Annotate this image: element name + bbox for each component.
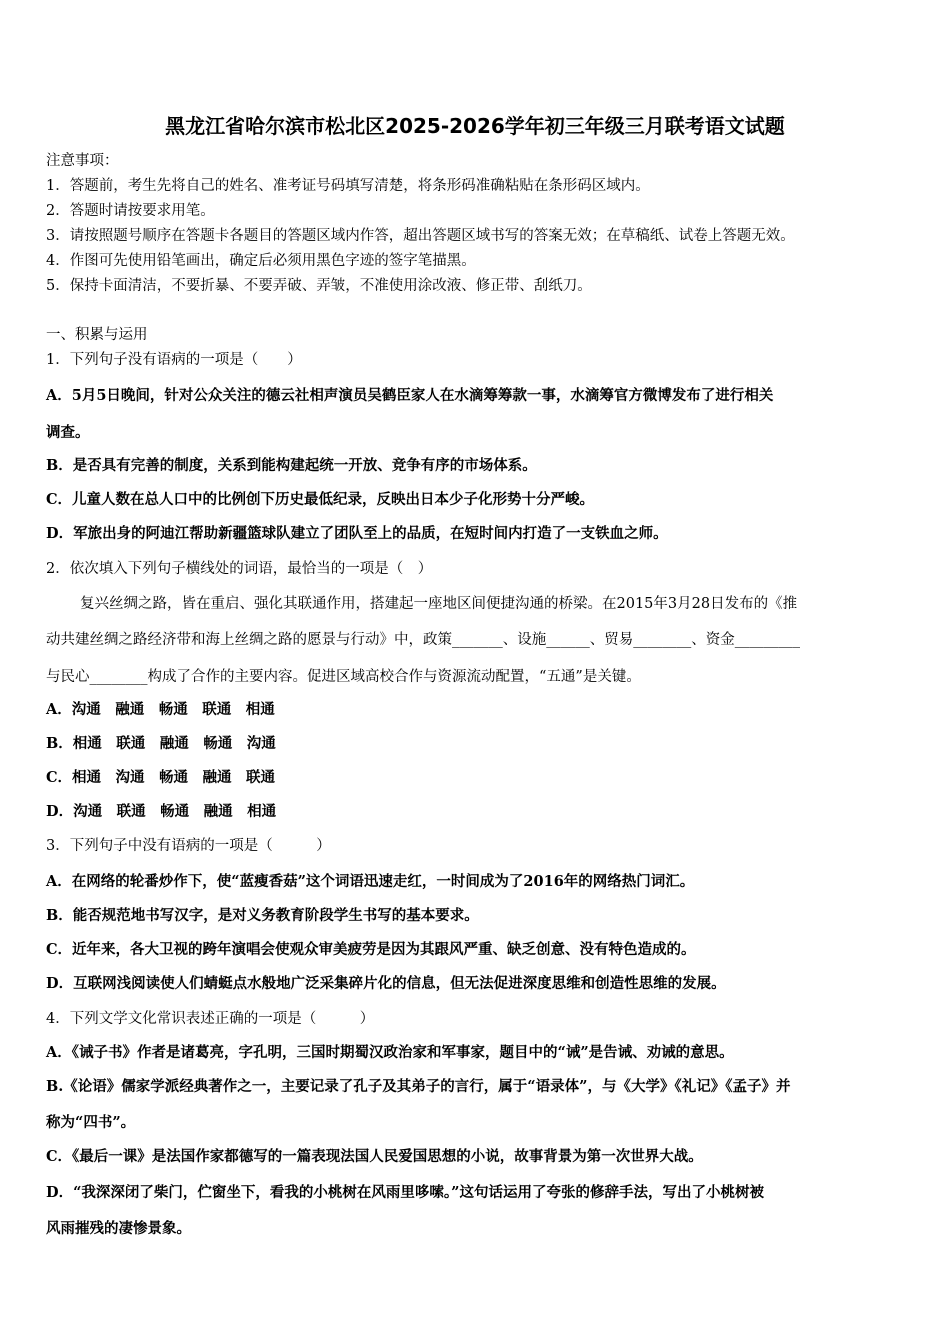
q2-option-b: B．相通 联通 融通 畅通 沟通 — [46, 735, 276, 752]
q3-option-c: C．近年来，各大卫视的跨年演唱会使观众审美疲劳是因为其跟风严重、缺乏创意、没有特色造成的。 — [46, 941, 696, 958]
q2-passage-line: 与民心________构成了合作的主要内容。促进区域高校合作与资源流动配置，“五通”是关键。 — [46, 669, 641, 685]
q1-option-a: A．5月5日晚间，针对公众关注的德云社相声演员吴鹤臣家人在水滴筹筹款一事，水滴筹官方微博发布了进行相关 — [46, 387, 774, 404]
q4-option-d-cont: 风雨摧残的凄惨景象。 — [46, 1220, 191, 1237]
notice-item: 3．请按照题号顺序在答题卡各题目的答题区域内作答，超出答题区域书写的答案无效；在草稿纸、试卷上答题无效。 — [46, 228, 795, 244]
q4-option-c: C．《最后一课》是法国作家都德写的一篇表现法国人民爱国思想的小说，故事背景为第一次世界大战。 — [46, 1148, 703, 1165]
q4-option-d: D．“我深深闭了柴门，伫窗坐下，看我的小桃树在风雨里哆嗦。”这句话运用了夸张的修辞手法，写出了小桃树被 — [46, 1184, 765, 1201]
q1-option-c: C．儿童人数在总人口中的比例创下历史最低纪录，反映出日本少子化形势十分严峻。 — [46, 491, 595, 508]
q1-option-b: B．是否具有完善的制度，关系到能构建起统一开放、竞争有序的市场体系。 — [46, 457, 537, 474]
section-heading: 一、积累与运用 — [46, 327, 148, 343]
notice-item: 2．答题时请按要求用笔。 — [46, 203, 215, 219]
q2-option-a: A．沟通 融通 畅通 联通 相通 — [46, 701, 275, 718]
notice-item: 4．作图可先使用铅笔画出，确定后必须用黑色字迹的签字笔描黑。 — [46, 253, 476, 269]
q1-option-a-cont: 调查。 — [46, 424, 90, 441]
q3-option-a: A．在网络的轮番炒作下，使“蓝瘦香菇”这个词语迅速走红，一时间成为了2016年的网络热门词汇。 — [46, 873, 695, 890]
notice-item: 1．答题前，考生先将自己的姓名、准考证号码填写清楚，将条形码准确粘贴在条形码区域内。 — [46, 178, 650, 194]
q4-option-a: A．《诫子书》作者是诸葛亮，字孔明，三国时期蜀汉政治家和军事家，题目中的“诫”是告诫、劝诫的意思。 — [46, 1044, 734, 1061]
q1-option-d: D．军旅出身的阿迪江帮助新疆篮球队建立了团队至上的品质，在短时间内打造了一支铁血之师。 — [46, 525, 668, 542]
q2-option-d: D．沟通 联通 畅通 融通 相通 — [46, 803, 277, 820]
q2-option-c: C．相通 沟通 畅通 融通 联通 — [46, 769, 276, 786]
exam-title: 黑龙江省哈尔滨市松北区2025-2026学年初三年级三月联考语文试题 — [165, 114, 785, 138]
notice-heading: 注意事项： — [46, 153, 119, 169]
q3-option-b: B．能否规范地书写汉字，是对义务教育阶段学生书写的基本要求。 — [46, 907, 479, 924]
q2-passage-line: 复兴丝绸之路，皆在重启、强化其联通作用，搭建起一座地区间便捷沟通的桥梁。在2015年3月28日发布的《推 — [80, 596, 798, 612]
q2-stem: 2．依次填入下列句子横线处的词语，最恰当的一项是（ ） — [46, 561, 433, 577]
q4-option-b: B.《论语》儒家学派经典著作之一，主要记录了孔子及其弟子的言行，属于“语录体”，与《大学》《礼记》《孟子》并 — [46, 1078, 791, 1095]
q4-stem: 4．下列文学文化常识表述正确的一项是（ ） — [46, 1011, 375, 1027]
q4-option-b-cont: 称为“四书”。 — [46, 1114, 136, 1131]
notice-item: 5．保持卡面清洁，不要折暴、不要弄破、弄皱，不准使用涂改液、修正带、刮纸刀。 — [46, 278, 592, 294]
q3-option-d: D．互联网浅阅读使人们蜻蜓点水般地广泛采集碎片化的信息，但无法促进深度思维和创造性思维的发展。 — [46, 975, 726, 992]
q3-stem: 3．下列句子中没有语病的一项是（ ） — [46, 838, 331, 854]
q1-stem: 1．下列句子没有语病的一项是（ ） — [46, 352, 302, 368]
q2-passage-line: 动共建丝绸之路经济带和海上丝绸之路的愿景与行动》中，政策_______、设施______、贸易________、资金_________ — [46, 632, 800, 648]
